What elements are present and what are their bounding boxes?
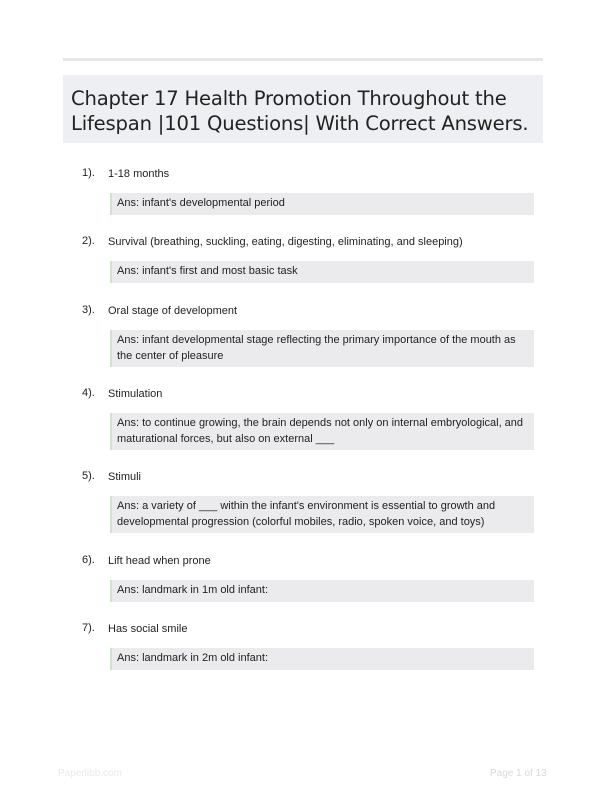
question-text: Stimuli — [108, 471, 142, 483]
answer-box — [110, 648, 534, 670]
answer-box — [110, 413, 534, 450]
question-number: 1). — [82, 167, 95, 179]
question-number: 3). — [82, 304, 95, 316]
answer-text: Ans: infant's developmental period — [117, 197, 285, 209]
question-text: Survival (breathing, suckling, eating, digesting, eliminating, and sleeping) — [108, 236, 463, 248]
document-title-line-1: Chapter 17 Health Promotion Throughout the — [71, 87, 507, 110]
top-divider — [63, 58, 543, 61]
answer-text: Ans: infant's first and most basic task — [117, 265, 298, 277]
document-title-line-2: Lifespan |101 Questions| With Correct Answers. — [71, 112, 529, 135]
question-text: Stimulation — [108, 388, 163, 400]
question-number: 6). — [82, 554, 95, 566]
answer-box — [110, 261, 534, 283]
answer-text: Ans: to continue growing, the brain depends not only on internal embryological, and maturational forces, but also on external ___ — [117, 417, 524, 445]
footer-page-indicator: Page 1 of 13 — [490, 768, 547, 779]
question-text: Oral stage of development — [108, 305, 238, 317]
answer-box — [110, 330, 534, 367]
answer-box — [110, 193, 534, 215]
question-text: Has social smile — [108, 623, 188, 635]
answer-box — [110, 496, 534, 533]
question-number: 7). — [82, 622, 95, 634]
question-number: 2). — [82, 235, 95, 247]
footer-site-watermark: Paperlibb.com — [58, 768, 122, 779]
title-banner — [63, 75, 543, 143]
question-text: Lift head when prone — [108, 555, 211, 567]
question-number: 5). — [82, 470, 95, 482]
answer-text: Ans: landmark in 1m old infant: — [117, 584, 269, 596]
answer-text: Ans: infant developmental stage reflecting the primary importance of the mouth as the center of pleasure — [117, 334, 516, 362]
question-number: 4). — [82, 387, 95, 399]
answer-text: Ans: a variety of ___ within the infant's environment is essential to growth and developmental progression (colorful mobiles, radio, spoken voice, and toys) — [117, 500, 496, 528]
answer-text: Ans: landmark in 2m old infant: — [117, 652, 269, 664]
answer-box — [110, 580, 534, 602]
question-text: 1-18 months — [108, 168, 170, 180]
